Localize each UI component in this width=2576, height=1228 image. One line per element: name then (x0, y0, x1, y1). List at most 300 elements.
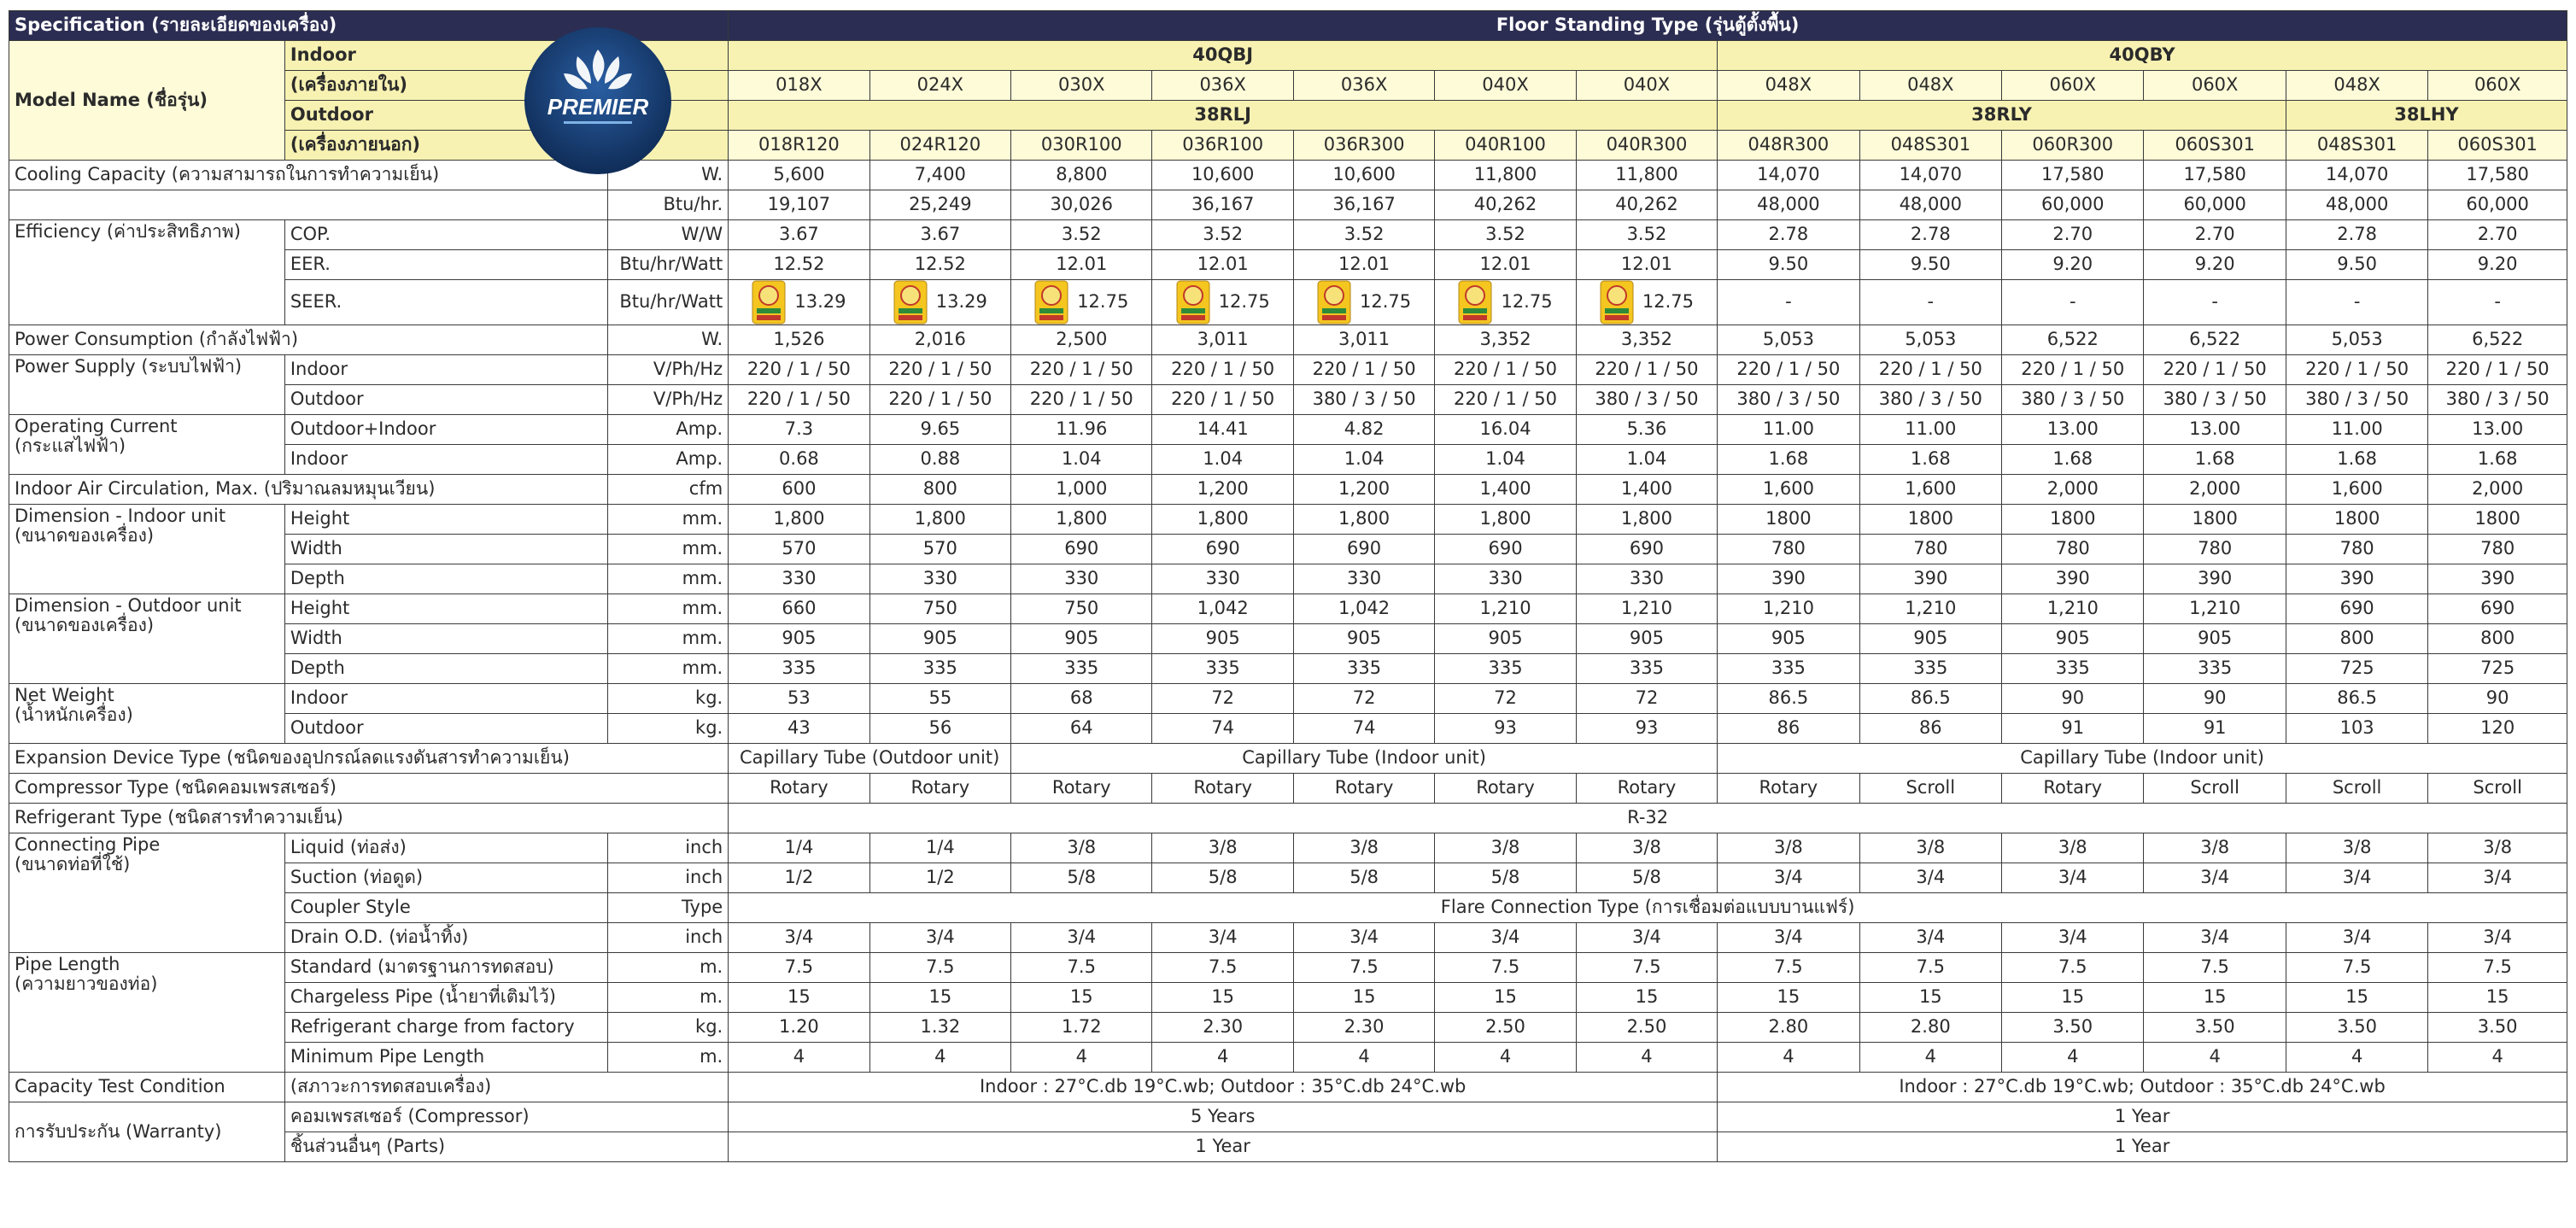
dim-out-height-cell: 1,210 (1859, 594, 2001, 624)
weight-outdoor-cell: 86 (1859, 714, 2001, 744)
dim-in-height-cell: 1800 (1859, 505, 2001, 535)
drain-cell: 3/4 (1152, 923, 1293, 953)
compressor-cell: Scroll (2144, 774, 2286, 804)
unit-label: W. (607, 325, 728, 355)
outdoor-series-1: 38RLJ (729, 101, 1718, 131)
weight-indoor-label: Indoor (284, 684, 607, 714)
drain-cell: 3/4 (869, 923, 1010, 953)
coupler-value: Flare Connection Type (การเชื่อมต่อแบบบานแฟร์) (729, 893, 2567, 923)
current-in-cell: 1.04 (1011, 445, 1152, 475)
power-cell: 1,526 (729, 325, 869, 355)
air-cell: 600 (729, 475, 869, 505)
supply-indoor-cell: 220 / 1 / 50 (1435, 355, 1576, 385)
outdoor-series-2: 38RLY (1718, 101, 2286, 131)
current-in-cell: 1.68 (2286, 445, 2427, 475)
compressor-cell: Rotary (1011, 774, 1152, 804)
cooling-w-cell: 17,580 (2002, 161, 2144, 190)
test-condition-value: Indoor : 27°C.db 19°C.wb; Outdoor : 35°C.db 24°C.wb (729, 1073, 1718, 1102)
air-cell: 1,600 (2286, 475, 2427, 505)
height-label: Height (284, 594, 607, 624)
liquid-label: Liquid (ท่อส่ง) (284, 833, 607, 863)
supply-outdoor-cell: 380 / 3 / 50 (1576, 385, 1717, 415)
min-pipe-label: Minimum Pipe Length (284, 1043, 607, 1073)
dim-out-depth-cell: 725 (2286, 654, 2427, 684)
dim-out-height-cell: 660 (729, 594, 869, 624)
supply-outdoor-cell: 380 / 3 / 50 (1293, 385, 1434, 415)
supply-indoor-cell: 220 / 1 / 50 (1576, 355, 1717, 385)
dim-in-width-cell: 780 (1718, 535, 1859, 564)
air-cell: 1,600 (1859, 475, 2001, 505)
liquid-cell: 3/8 (2428, 833, 2567, 863)
air-cell: 2,000 (2002, 475, 2144, 505)
power-cell: 3,011 (1152, 325, 1293, 355)
weight-indoor-cell: 86.5 (1718, 684, 1859, 714)
weight-indoor-cell: 86.5 (1859, 684, 2001, 714)
unit-label: mm. (607, 505, 728, 535)
outdoor-model-cell: 024R120 (869, 131, 1010, 161)
charge-cell: 1.72 (1011, 1013, 1152, 1043)
height-label: Height (284, 505, 607, 535)
unit-label: inch (607, 923, 728, 953)
energy-label-icon (752, 280, 786, 325)
current-oi-cell: 11.00 (1718, 415, 1859, 445)
cooling-w-cell: 14,070 (1859, 161, 2001, 190)
cop-cell: 3.52 (1293, 220, 1434, 250)
seer-cell (729, 280, 869, 325)
min-pipe-cell: 4 (1859, 1043, 2001, 1073)
supply-indoor-cell: 220 / 1 / 50 (1152, 355, 1293, 385)
standard-cell: 7.5 (1293, 953, 1434, 983)
unit-label: Btu/hr/Watt (607, 250, 728, 280)
compressor-label: Compressor Type (ชนิดคอมเพรสเซอร์) (9, 774, 729, 804)
test-condition-label: Capacity Test Condition (9, 1073, 285, 1102)
unit-label: cfm (607, 475, 728, 505)
compressor-cell: Scroll (2286, 774, 2427, 804)
dim-in-height-cell: 1800 (2286, 505, 2427, 535)
standard-label: Standard (มาตรฐานการทดสอบ) (284, 953, 607, 983)
indoor-model-cell: 060X (2002, 71, 2144, 101)
dim-out-height-cell: 1,210 (1576, 594, 1717, 624)
depth-label: Depth (284, 564, 607, 594)
dim-in-width-cell: 780 (1859, 535, 2001, 564)
indoor-series-2: 40QBY (1718, 41, 2567, 71)
min-pipe-cell: 4 (869, 1043, 1010, 1073)
indoor-model-cell: 060X (2144, 71, 2286, 101)
dim-in-height-cell: 1,800 (729, 505, 869, 535)
air-cell: 1,000 (1011, 475, 1152, 505)
current-oi-cell: 5.36 (1576, 415, 1717, 445)
dim-out-width-cell: 905 (1576, 624, 1717, 654)
eer-cell: 9.20 (2002, 250, 2144, 280)
power-supply-label: Power Supply (ระบบไฟฟ้า) (9, 355, 285, 415)
dim-out-height-cell: 1,210 (2144, 594, 2286, 624)
supply-indoor-cell: 220 / 1 / 50 (1718, 355, 1859, 385)
dim-out-depth-cell: 725 (2428, 654, 2567, 684)
drain-cell: 3/4 (1435, 923, 1576, 953)
drain-cell: 3/4 (1011, 923, 1152, 953)
suction-cell: 5/8 (1435, 863, 1576, 893)
indoor-model-cell: 040X (1576, 71, 1717, 101)
cooling-w-cell: 7,400 (869, 161, 1010, 190)
power-cell: 5,053 (1859, 325, 2001, 355)
connecting-pipe-label: Connecting Pipe (ขนาดท่อที่ใช้) (9, 833, 285, 953)
seer-value: 12.75 (1642, 291, 1694, 312)
warranty-parts-label: ชิ้นส่วนอื่นๆ (Parts) (284, 1132, 728, 1162)
dim-in-width-cell: 780 (2002, 535, 2144, 564)
unit-label: m. (607, 983, 728, 1013)
charge-cell: 3.50 (2144, 1013, 2286, 1043)
cooling-w-cell: 14,070 (1718, 161, 1859, 190)
supply-indoor-cell: 220 / 1 / 50 (1859, 355, 2001, 385)
compressor-cell: Rotary (1435, 774, 1576, 804)
dim-out-width-cell: 800 (2428, 624, 2567, 654)
dim-out-depth-cell: 335 (2002, 654, 2144, 684)
current-in-cell: 1.68 (2428, 445, 2567, 475)
cooling-w-cell: 17,580 (2428, 161, 2567, 190)
dim-in-height-cell: 1,800 (1293, 505, 1434, 535)
charge-cell: 2.80 (1859, 1013, 2001, 1043)
weight-indoor-cell: 72 (1576, 684, 1717, 714)
indoor-model-cell: 018X (729, 71, 869, 101)
current-oi-cell: 14.41 (1152, 415, 1293, 445)
drain-cell: 3/4 (2428, 923, 2567, 953)
dim-out-width-cell: 905 (1152, 624, 1293, 654)
weight-outdoor-cell: 120 (2428, 714, 2567, 744)
dim-out-width-cell: 905 (2144, 624, 2286, 654)
min-pipe-cell: 4 (1011, 1043, 1152, 1073)
dim-out-depth-cell: 335 (729, 654, 869, 684)
cooling-w-cell: 10,600 (1293, 161, 1434, 190)
test-condition-value: Indoor : 27°C.db 19°C.wb; Outdoor : 35°C.db 24°C.wb (1718, 1073, 2567, 1102)
air-cell: 1,600 (1718, 475, 1859, 505)
cooling-w-cell: 5,600 (729, 161, 869, 190)
liquid-cell: 1/4 (869, 833, 1010, 863)
cop-cell: 2.78 (2286, 220, 2427, 250)
dim-out-width-cell: 905 (1293, 624, 1434, 654)
warranty-value: 1 Year (729, 1132, 1718, 1162)
liquid-cell: 1/4 (729, 833, 869, 863)
chargeless-cell: 15 (1859, 983, 2001, 1013)
weight-indoor-cell: 68 (1011, 684, 1152, 714)
current-in-cell: 1.68 (1859, 445, 2001, 475)
dim-in-depth-cell: 330 (1293, 564, 1434, 594)
operating-current-label: Operating Current (กระแสไฟฟ้า) (9, 415, 285, 475)
charge-cell: 3.50 (2002, 1013, 2144, 1043)
dim-out-depth-cell: 335 (2144, 654, 2286, 684)
unit-label: Amp. (607, 415, 728, 445)
dim-in-depth-cell: 330 (1435, 564, 1576, 594)
standard-cell: 7.5 (2286, 953, 2427, 983)
outdoor-sub-label: (เครื่องภายนอก) (284, 131, 728, 161)
compressor-cell: Rotary (1718, 774, 1859, 804)
dim-out-depth-cell: 335 (1152, 654, 1293, 684)
weight-indoor-cell: 72 (1152, 684, 1293, 714)
power-cell: 3,011 (1293, 325, 1434, 355)
outdoor-model-cell: 036R100 (1152, 131, 1293, 161)
weight-outdoor-cell: 91 (2144, 714, 2286, 744)
power-cell: 6,522 (2002, 325, 2144, 355)
cop-cell: 3.67 (869, 220, 1010, 250)
charge-cell: 2.80 (1718, 1013, 1859, 1043)
unit-label: W. (607, 161, 728, 190)
weight-indoor-cell: 90 (2144, 684, 2286, 714)
current-in-cell: 1.04 (1576, 445, 1717, 475)
width-label: Width (284, 535, 607, 564)
dim-in-width-cell: 690 (1576, 535, 1717, 564)
supply-indoor-label: Indoor (284, 355, 607, 385)
air-cell: 800 (869, 475, 1010, 505)
spec-table (9, 10, 2567, 1162)
suction-cell: 1/2 (729, 863, 869, 893)
dim-out-width-cell: 905 (1435, 624, 1576, 654)
air-cell: 1,200 (1152, 475, 1293, 505)
dim-in-width-cell: 780 (2428, 535, 2567, 564)
charge-cell: 2.50 (1435, 1013, 1576, 1043)
dim-out-depth-cell: 335 (1859, 654, 2001, 684)
liquid-cell: 3/8 (1576, 833, 1717, 863)
pipe-length-label: Pipe Length (ความยาวของท่อ) (9, 953, 285, 1073)
power-cell: 3,352 (1576, 325, 1717, 355)
chargeless-cell: 15 (1718, 983, 1859, 1013)
supply-indoor-cell: 220 / 1 / 50 (2144, 355, 2286, 385)
outdoor-model-cell: 060R300 (2002, 131, 2144, 161)
chargeless-cell: 15 (2144, 983, 2286, 1013)
power-cell: 3,352 (1435, 325, 1576, 355)
weight-outdoor-cell: 103 (2286, 714, 2427, 744)
warranty-value: 1 Year (1718, 1132, 2567, 1162)
charge-cell: 3.50 (2428, 1013, 2567, 1043)
compressor-cell: Rotary (1293, 774, 1434, 804)
unit-label: inch (607, 863, 728, 893)
compressor-cell: Scroll (2428, 774, 2567, 804)
weight-outdoor-label: Outdoor (284, 714, 607, 744)
dim-in-height-cell: 1800 (2428, 505, 2567, 535)
seer-cell (1011, 280, 1152, 325)
eer-cell: 9.20 (2144, 250, 2286, 280)
supply-indoor-cell: 220 / 1 / 50 (869, 355, 1010, 385)
outdoor-model-cell: 036R300 (1293, 131, 1434, 161)
dim-in-depth-cell: 390 (2002, 564, 2144, 594)
standard-cell: 7.5 (1859, 953, 2001, 983)
net-weight-label: Net Weight (น้ำหนักเครื่อง) (9, 684, 285, 744)
dim-out-width-cell: 905 (1011, 624, 1152, 654)
suction-cell: 3/4 (1718, 863, 1859, 893)
unit-label: mm. (607, 594, 728, 624)
seer-cell (2144, 280, 2286, 325)
current-oi-cell: 13.00 (2428, 415, 2567, 445)
weight-outdoor-cell: 86 (1718, 714, 1859, 744)
seer-value: - (2069, 291, 2076, 313)
supply-outdoor-cell: 220 / 1 / 50 (1435, 385, 1576, 415)
eer-cell: 12.52 (869, 250, 1010, 280)
seer-value: 12.75 (1218, 291, 1270, 312)
supply-outdoor-cell: 220 / 1 / 50 (869, 385, 1010, 415)
drain-label: Drain O.D. (ท่อน้ำทิ้ง) (284, 923, 607, 953)
compressor-cell: Scroll (1859, 774, 2001, 804)
current-in-cell: 1.04 (1293, 445, 1434, 475)
dim-out-height-cell: 1,210 (1435, 594, 1576, 624)
supply-indoor-cell: 220 / 1 / 50 (1293, 355, 1434, 385)
dim-out-height-cell: 690 (2428, 594, 2567, 624)
dim-in-width-cell: 690 (1152, 535, 1293, 564)
dim-out-width-cell: 905 (869, 624, 1010, 654)
energy-label-icon (893, 280, 928, 325)
seer-value: - (2353, 291, 2361, 313)
outdoor-series-3: 38LHY (2286, 101, 2567, 131)
supply-outdoor-cell: 380 / 3 / 50 (2428, 385, 2567, 415)
drain-cell: 3/4 (2286, 923, 2427, 953)
current-oi-cell: 4.82 (1293, 415, 1434, 445)
weight-outdoor-cell: 56 (869, 714, 1010, 744)
expansion-value: Capillary Tube (Indoor unit) (1718, 744, 2567, 774)
unit-label: Btu/hr/Watt (607, 280, 728, 325)
compressor-cell: Rotary (1152, 774, 1293, 804)
dim-in-depth-cell: 390 (2144, 564, 2286, 594)
supply-indoor-cell: 220 / 1 / 50 (729, 355, 869, 385)
drain-cell: 3/4 (2002, 923, 2144, 953)
indoor-model-cell: 040X (1435, 71, 1576, 101)
min-pipe-cell: 4 (2002, 1043, 2144, 1073)
suction-cell: 5/8 (1293, 863, 1434, 893)
cop-cell: 2.78 (1859, 220, 2001, 250)
outdoor-model-cell: 048S301 (1859, 131, 2001, 161)
standard-cell: 7.5 (2002, 953, 2144, 983)
min-pipe-cell: 4 (1718, 1043, 1859, 1073)
seer-value: 12.75 (1501, 291, 1553, 312)
weight-outdoor-cell: 93 (1576, 714, 1717, 744)
unit-label: Btu/hr. (607, 190, 728, 220)
suction-cell: 5/8 (1152, 863, 1293, 893)
weight-outdoor-cell: 74 (1293, 714, 1434, 744)
supply-outdoor-cell: 380 / 3 / 50 (1718, 385, 1859, 415)
cooling-label: Cooling Capacity (ความสามารถในการทำความเย็น) (9, 161, 608, 190)
suction-label: Suction (ท่อดูด) (284, 863, 607, 893)
cop-cell: 2.70 (2428, 220, 2567, 250)
dim-in-width-cell: 780 (2144, 535, 2286, 564)
width-label: Width (284, 624, 607, 654)
weight-indoor-cell: 72 (1435, 684, 1576, 714)
indoor-model-cell: 060X (2428, 71, 2567, 101)
outdoor-model-cell: 060S301 (2144, 131, 2286, 161)
dim-in-depth-cell: 330 (869, 564, 1010, 594)
weight-indoor-cell: 55 (869, 684, 1010, 714)
indoor-model-cell: 036X (1152, 71, 1293, 101)
power-cell: 2,500 (1011, 325, 1152, 355)
dim-in-width-cell: 690 (1435, 535, 1576, 564)
current-oi-cell: 11.00 (1859, 415, 2001, 445)
power-cell: 5,053 (2286, 325, 2427, 355)
supply-outdoor-cell: 220 / 1 / 50 (1011, 385, 1152, 415)
indoor-series-1: 40QBJ (729, 41, 1718, 71)
cop-cell: 3.52 (1576, 220, 1717, 250)
current-in-cell: 0.88 (869, 445, 1010, 475)
unit-label: kg. (607, 1013, 728, 1043)
dim-out-width-cell: 905 (2002, 624, 2144, 654)
min-pipe-cell: 4 (2144, 1043, 2286, 1073)
unit-label: kg. (607, 684, 728, 714)
outdoor-model-cell: 018R120 (729, 131, 869, 161)
dim-out-width-cell: 905 (1859, 624, 2001, 654)
current-oi-cell: 16.04 (1435, 415, 1576, 445)
dim-in-width-cell: 690 (1011, 535, 1152, 564)
cooling-btu-cell: 30,026 (1011, 190, 1152, 220)
standard-cell: 7.5 (1152, 953, 1293, 983)
dim-out-height-cell: 750 (869, 594, 1010, 624)
drain-cell: 3/4 (729, 923, 869, 953)
dim-out-depth-cell: 335 (1293, 654, 1434, 684)
chargeless-cell: 15 (1576, 983, 1717, 1013)
dim-out-depth-cell: 335 (1011, 654, 1152, 684)
seer-label: SEER. (284, 280, 607, 325)
refrigerant-label: Refrigerant Type (ชนิดสารทำความเย็น) (9, 804, 729, 833)
seer-cell (1293, 280, 1434, 325)
cooling-btu-cell: 48,000 (1859, 190, 2001, 220)
weight-outdoor-cell: 64 (1011, 714, 1152, 744)
supply-outdoor-cell: 220 / 1 / 50 (729, 385, 869, 415)
air-cell: 1,400 (1576, 475, 1717, 505)
supply-outdoor-cell: 380 / 3 / 50 (2286, 385, 2427, 415)
eer-label: EER. (284, 250, 607, 280)
indoor-label: Indoor (284, 41, 728, 71)
premier-logo (523, 26, 673, 176)
eer-cell: 12.01 (1576, 250, 1717, 280)
chargeless-cell: 15 (2428, 983, 2567, 1013)
test-condition-sub: (สภาวะการทดสอบเครื่อง) (284, 1073, 728, 1102)
weight-indoor-cell: 90 (2002, 684, 2144, 714)
indoor-sub-label: (เครื่องภายใน) (284, 71, 728, 101)
seer-cell (1576, 280, 1717, 325)
drain-cell: 3/4 (2144, 923, 2286, 953)
cop-label: COP. (284, 220, 607, 250)
suction-cell: 3/4 (1859, 863, 2001, 893)
unit-label: inch (607, 833, 728, 863)
svg-text:PREMIER: PREMIER (547, 94, 649, 120)
charge-cell: 2.30 (1152, 1013, 1293, 1043)
air-cell: 1,200 (1293, 475, 1434, 505)
unit-label: V/Ph/Hz (607, 355, 728, 385)
seer-cell (869, 280, 1010, 325)
supply-indoor-cell: 220 / 1 / 50 (1011, 355, 1152, 385)
min-pipe-cell: 4 (1293, 1043, 1434, 1073)
dim-out-width-cell: 800 (2286, 624, 2427, 654)
outdoor-model-cell: 040R300 (1576, 131, 1717, 161)
energy-label-icon (1317, 280, 1351, 325)
eer-cell: 9.20 (2428, 250, 2567, 280)
dim-out-height-cell: 1,042 (1152, 594, 1293, 624)
min-pipe-cell: 4 (1576, 1043, 1717, 1073)
supply-outdoor-cell: 380 / 3 / 50 (2002, 385, 2144, 415)
spec-sheet (9, 10, 2567, 1162)
weight-indoor-cell: 72 (1293, 684, 1434, 714)
suction-cell: 3/4 (2428, 863, 2567, 893)
dim-out-height-cell: 1,210 (2002, 594, 2144, 624)
chargeless-cell: 15 (1435, 983, 1576, 1013)
air-cell: 1,400 (1435, 475, 1576, 505)
current-in-label: Indoor (284, 445, 607, 475)
cooling-btu-cell: 60,000 (2428, 190, 2567, 220)
cooling-btu-cell: 40,262 (1435, 190, 1576, 220)
weight-indoor-cell: 53 (729, 684, 869, 714)
warranty-value: 1 Year (1718, 1102, 2567, 1132)
dim-out-height-cell: 1,210 (1718, 594, 1859, 624)
cooling-w-cell: 17,580 (2144, 161, 2286, 190)
dim-in-depth-cell: 390 (2428, 564, 2567, 594)
dim-in-height-cell: 1,800 (1435, 505, 1576, 535)
suction-cell: 5/8 (1011, 863, 1152, 893)
indoor-model-cell: 036X (1293, 71, 1434, 101)
dim-in-depth-cell: 330 (1011, 564, 1152, 594)
charge-cell: 1.32 (869, 1013, 1010, 1043)
